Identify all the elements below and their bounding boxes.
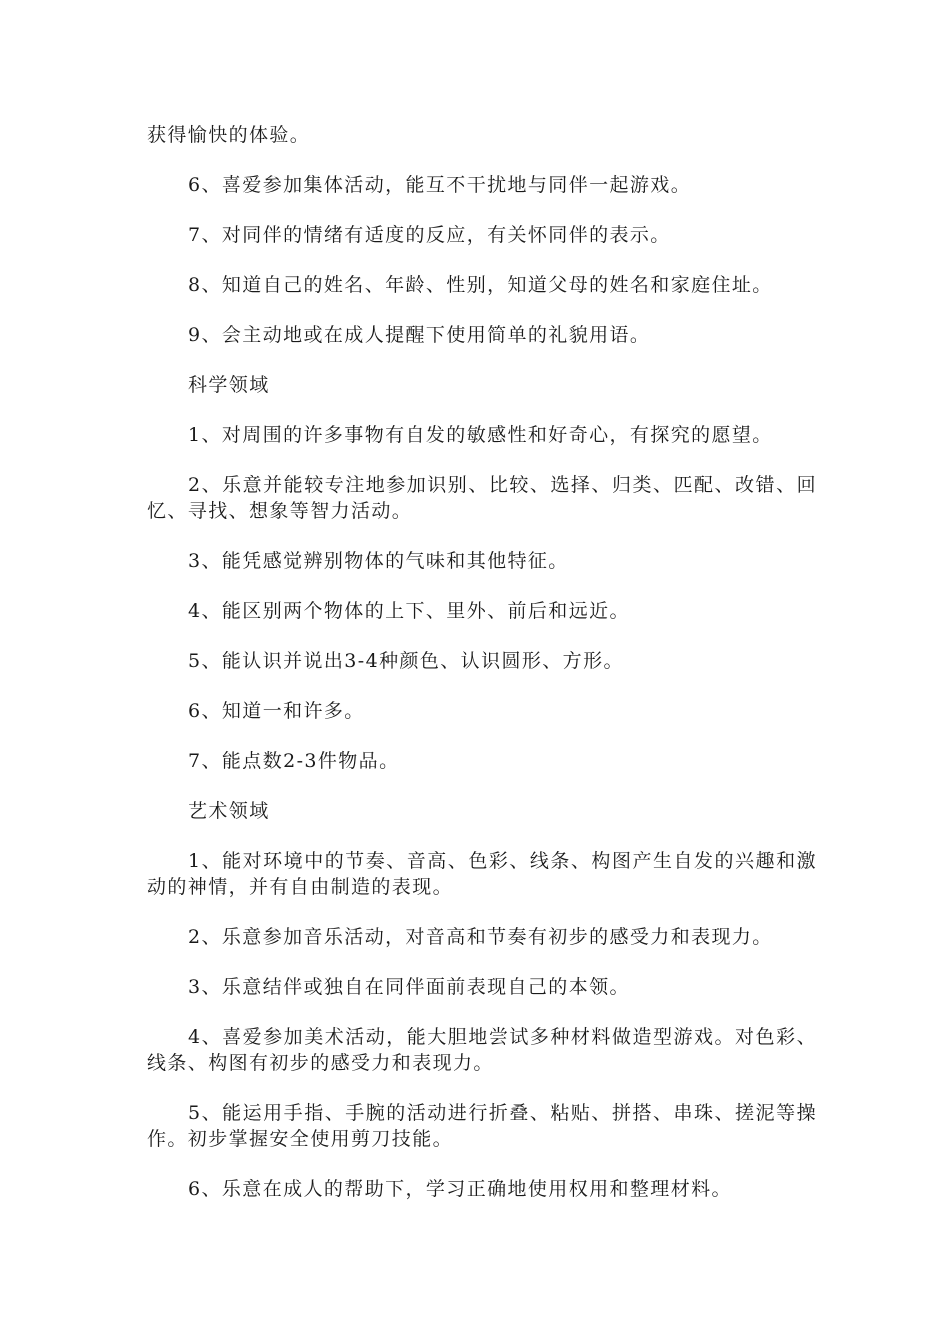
science-item-1: 1、对周围的许多事物有自发的敏感性和好奇心，有探究的愿望。 [188, 424, 773, 446]
social-item-7: 7、对同伴的情绪有适度的反应，有关怀同伴的表示。 [188, 224, 671, 246]
science-item-5: 5、能认识并说出3-4种颜色、认识圆形、方形。 [188, 650, 624, 672]
social-item-6: 6、喜爱参加集体活动，能互不干扰地与同伴一起游戏。 [188, 174, 692, 196]
art-item-6: 6、乐意在成人的帮助下，学习正确地使用权用和整理材料。 [188, 1178, 732, 1200]
social-item-8: 8、知道自己的姓名、年龄、性别，知道父母的姓名和家庭住址。 [188, 274, 773, 296]
art-item-2: 2、乐意参加音乐活动，对音高和节奏有初步的感受力和表现力。 [188, 926, 773, 948]
art-item-5: 5、能运用手指、手腕的活动进行折叠、粘贴、拼搭、串珠、搓泥等操作。初步掌握安全使用剪刀技能。 [147, 1102, 817, 1150]
science-item-2: 2、乐意并能较专注地参加识别、比较、选择、归类、匹配、改错、回忆、寻找、想象等智力活动。 [147, 474, 817, 522]
art-heading: 艺术领域 [188, 800, 270, 822]
science-item-3: 3、能凭感觉辨别物体的气味和其他特征。 [188, 550, 569, 572]
science-heading: 科学领域 [188, 374, 270, 396]
document-body [147, 122, 817, 1226]
science-item-7: 7、能点数2-3件物品。 [188, 750, 400, 772]
art-item-1: 1、能对环境中的节奏、音高、色彩、线条、构图产生自发的兴趣和激动的神情，并有自由制造的表现。 [147, 850, 817, 898]
social-item-9: 9、会主动地或在成人提醒下使用简单的礼貌用语。 [188, 324, 651, 346]
continuation-paragraph: 获得愉快的体验。 [147, 124, 311, 146]
science-item-4: 4、能区别两个物体的上下、里外、前后和远近。 [188, 600, 630, 622]
art-item-3: 3、乐意结伴或独自在同伴面前表现自己的本领。 [188, 976, 630, 998]
science-item-6: 6、知道一和许多。 [188, 700, 365, 722]
art-item-4: 4、喜爱参加美术活动，能大胆地尝试多种材料做造型游戏。对色彩、线条、构图有初步的感受力和表现力。 [147, 1026, 817, 1074]
